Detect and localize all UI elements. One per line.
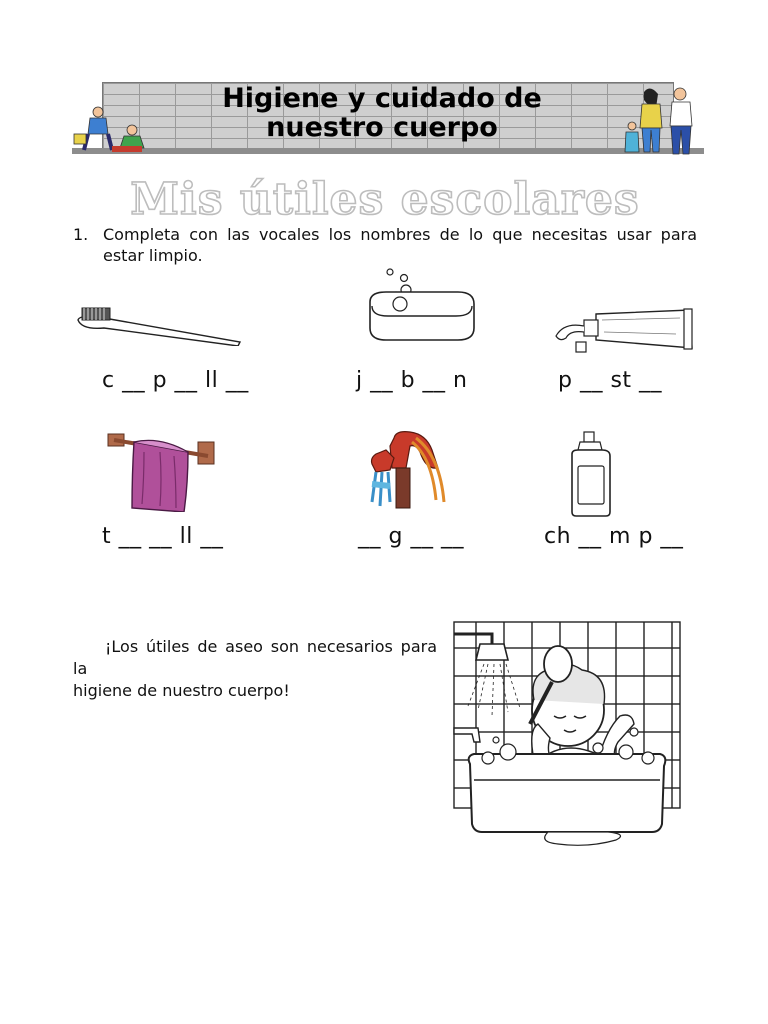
question-instruction: Completa con las vocales los nombres de lo que necesitas usar para estar limpio. (103, 225, 697, 265)
soap-icon (366, 266, 476, 346)
children-playing-icon (72, 104, 152, 154)
word-blank-toothbrush: c __ p __ ll __ (102, 368, 249, 393)
shampoo-bottle-icon (566, 430, 616, 518)
title-line-1: Higiene y cuidado de (222, 83, 542, 114)
question-1 (73, 224, 697, 266)
word-blank-toothpaste: p __ st __ (558, 368, 663, 393)
title-line-2: nuestro cuerpo (266, 112, 498, 143)
towel-icon (104, 428, 220, 512)
subtitle-text: Mis útiles escolares (130, 174, 640, 225)
family-people-icon (620, 86, 704, 156)
header-banner (72, 78, 704, 156)
toothbrush-icon (74, 306, 242, 346)
child-bathing-illustration (448, 620, 686, 856)
banner-floor (72, 148, 704, 154)
word-blank-water: __ g __ __ (358, 524, 464, 549)
word-blank-soap: j __ b __ n (356, 368, 468, 393)
toothpaste-icon (552, 306, 696, 356)
subtitle-outlined (120, 170, 650, 228)
word-blank-shampoo: ch __ m p __ (544, 524, 684, 549)
note-line-1: ¡Los útiles de aseo son necesarios para la (73, 637, 437, 678)
page-title (102, 84, 662, 142)
note-line-2: higiene de nuestro cuerpo! (73, 681, 290, 700)
question-number: 1. (73, 225, 89, 244)
closing-note (73, 636, 437, 702)
word-blank-towel: t __ __ ll __ (102, 524, 224, 549)
faucet-icon (366, 428, 450, 512)
